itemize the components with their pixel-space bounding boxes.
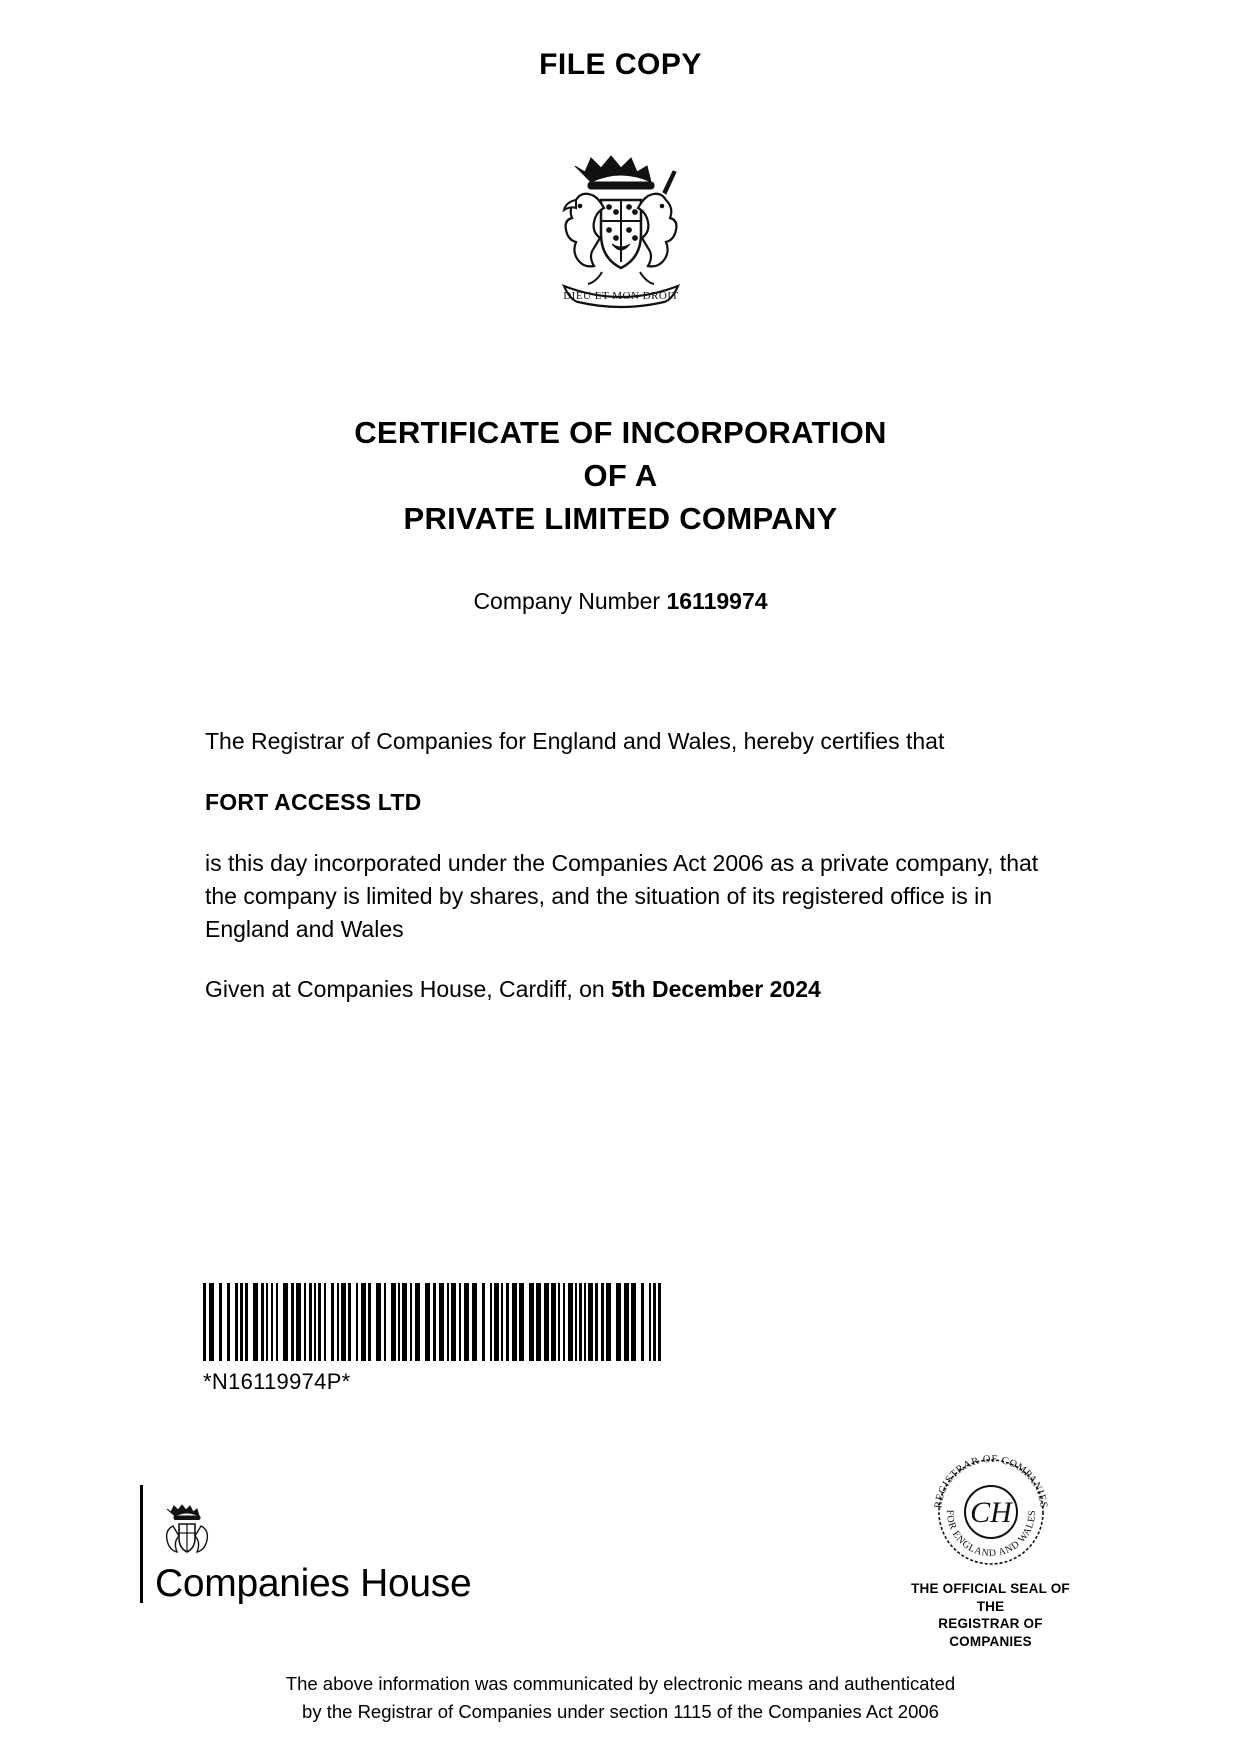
companies-house-wordmark: Companies House xyxy=(155,1562,472,1605)
barcode-block xyxy=(203,1283,663,1395)
company-number-line xyxy=(0,588,1241,615)
seal-caption-line-1: THE OFFICIAL SEAL OF THE xyxy=(911,1581,1070,1614)
given-prefix: Given at Companies House, Cardiff, on xyxy=(205,976,612,1003)
page-title xyxy=(0,412,1241,540)
footer-line-1: The above information was communicated by electronic means and authenticated xyxy=(285,1673,956,1694)
document-footer xyxy=(0,1670,1241,1726)
spacer xyxy=(205,945,1040,973)
official-seal-caption xyxy=(898,1580,1083,1650)
logo-rule xyxy=(140,1485,143,1603)
spacer xyxy=(205,819,1040,847)
title-line-2: OF A xyxy=(583,457,658,493)
title-line-3: PRIVATE LIMITED COMPANY xyxy=(403,500,838,536)
company-number-value: 16119974 xyxy=(666,588,768,614)
companies-house-crest-icon xyxy=(159,1502,215,1560)
barcode-text: *N16119974P* xyxy=(203,1369,351,1394)
incorporation-paragraph: is this day incorporated under the Companies Act 2006 as a private company, that the company is limited by shares, and the situation of its registered office is in England and Wales xyxy=(205,849,1039,942)
company-number-label: Company Number xyxy=(473,588,667,614)
official-seal xyxy=(898,1448,1083,1650)
seal-caption-line-2: REGISTRAR OF COMPANIES xyxy=(938,1616,1043,1649)
file-copy-label: FILE COPY xyxy=(539,48,702,81)
company-name: FORT ACCESS LTD xyxy=(205,788,422,815)
barcode-image xyxy=(203,1283,663,1361)
certify-paragraph: The Registrar of Companies for England and Wales, hereby certifies that xyxy=(205,728,945,754)
svg-text:DIEU ET MON DROIT: DIEU ET MON DROIT xyxy=(562,290,679,302)
spacer xyxy=(205,758,1040,786)
svg-text:CH: CH xyxy=(969,1496,1012,1529)
companies-house-logo xyxy=(140,1485,471,1603)
given-paragraph xyxy=(205,973,1040,1006)
svg-text:FOR ENGLAND AND WALES: FOR ENGLAND AND WALES xyxy=(943,1509,1038,1560)
royal-coat-of-arms-icon xyxy=(516,140,726,340)
title-line-1: CERTIFICATE OF INCORPORATION xyxy=(354,415,887,450)
certificate-body xyxy=(205,725,1040,1006)
official-seal-icon xyxy=(927,1448,1055,1576)
given-date: 5th December 2024 xyxy=(611,976,821,1003)
svg-text:REGISTRAR OF COMPANIES: REGISTRAR OF COMPANIES xyxy=(932,1453,1049,1510)
footer-line-2: by the Registrar of Companies under section 1115 of the Companies Act 2006 xyxy=(302,1700,939,1722)
